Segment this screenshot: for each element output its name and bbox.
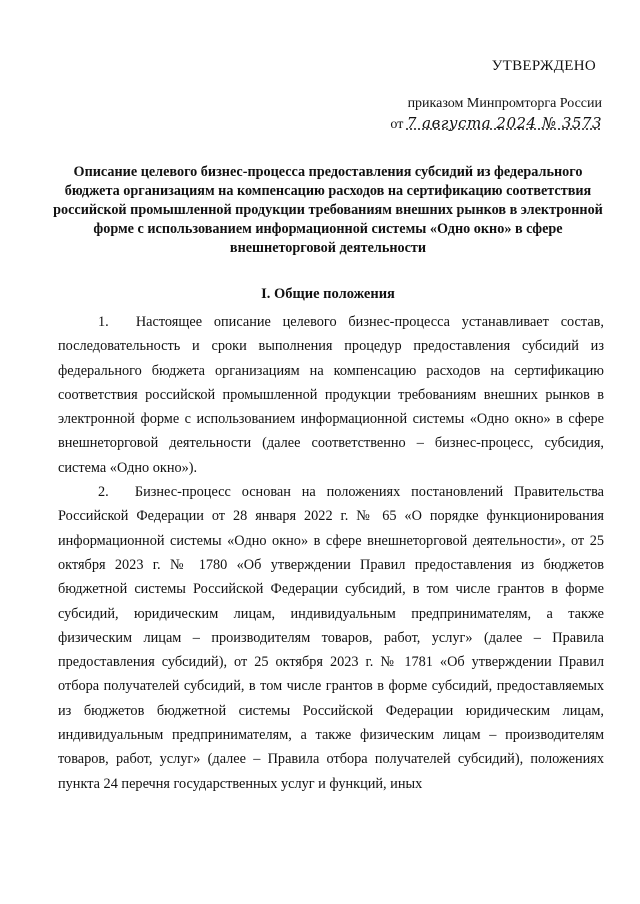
paragraph-text: Бизнес-процесс основан на положениях постановлений Правительства Российской Федерации от 28 января 2022 г. № 65 «О порядке функционирования информационной системы «Одно окно» в сфере внешнеторговой деятельности», от 25 октября 2023 г. № 1780 «Об утверждении Правил предоставления из бюджетов бюджетной системы Российской Федерации субсидий, в том числе грантов в форме субсидий, юридическим лицам, индивидуальным предпринимателям, а также физическим лицам – производителям товаров, работ, услуг» (далее – Правила предоставления субсидий), от 25 октября 2023 г. № 1781 «Об утверждении Правил отбора получателей субсидий, в том числе грантов в форме субсидий, предоставляемых из бюджетов бюджетной системы Российской Федерации юридическим лицам, индивидуальным предпринимателям, а также физическим лицам – производителям товаров, работ, услуг» (далее – Правила отбора получателей субсидий), положениях пункта 24 перечня государственных услуг и функций, иных xyxy=(58,484,605,792)
paragraph-1 xyxy=(58,310,604,480)
paragraph-2 xyxy=(58,480,604,796)
paragraph-number: 2. xyxy=(98,484,109,501)
approval-date-prefix: от xyxy=(390,117,404,132)
handwritten-date-signature: 7 августа 2024 № 3573 xyxy=(406,114,602,132)
body-text xyxy=(58,310,604,796)
approval-block xyxy=(372,58,602,135)
approval-title: УТВЕРЖДЕНО xyxy=(491,58,596,74)
paragraph-text: Настоящее описание целевого бизнес-процесса устанавливает состав, последовательность и сроки выполнения процедур предоставления субсидий из федерального бюджета организациям на компенсацию расходов на сертификацию соответствия российской промышленной продукции требованиям внешних рынков в электронной форме с использованием информационной системы «Одно окно» в сфере внешнеторговой деятельности (далее соответственно – бизнес-процесс, субсидия, система «Одно окно»). xyxy=(58,314,604,476)
approval-date-line xyxy=(372,113,602,135)
document-title: Описание целевого бизнес-процесса предоставления субсидий из федерального бюджета организациям на компенсацию расходов на сертификацию соответствия российской промышленной продукции требованиям внешних рынков в электронной форме с использованием информационной системы «Одно окно» в сфере внешнеторговой деятельности xyxy=(53,164,603,256)
paragraph-number: 1. xyxy=(98,314,109,330)
section-heading: I. Общие положения xyxy=(261,286,395,302)
approval-order-line: приказом Минпромторга России xyxy=(407,96,602,111)
